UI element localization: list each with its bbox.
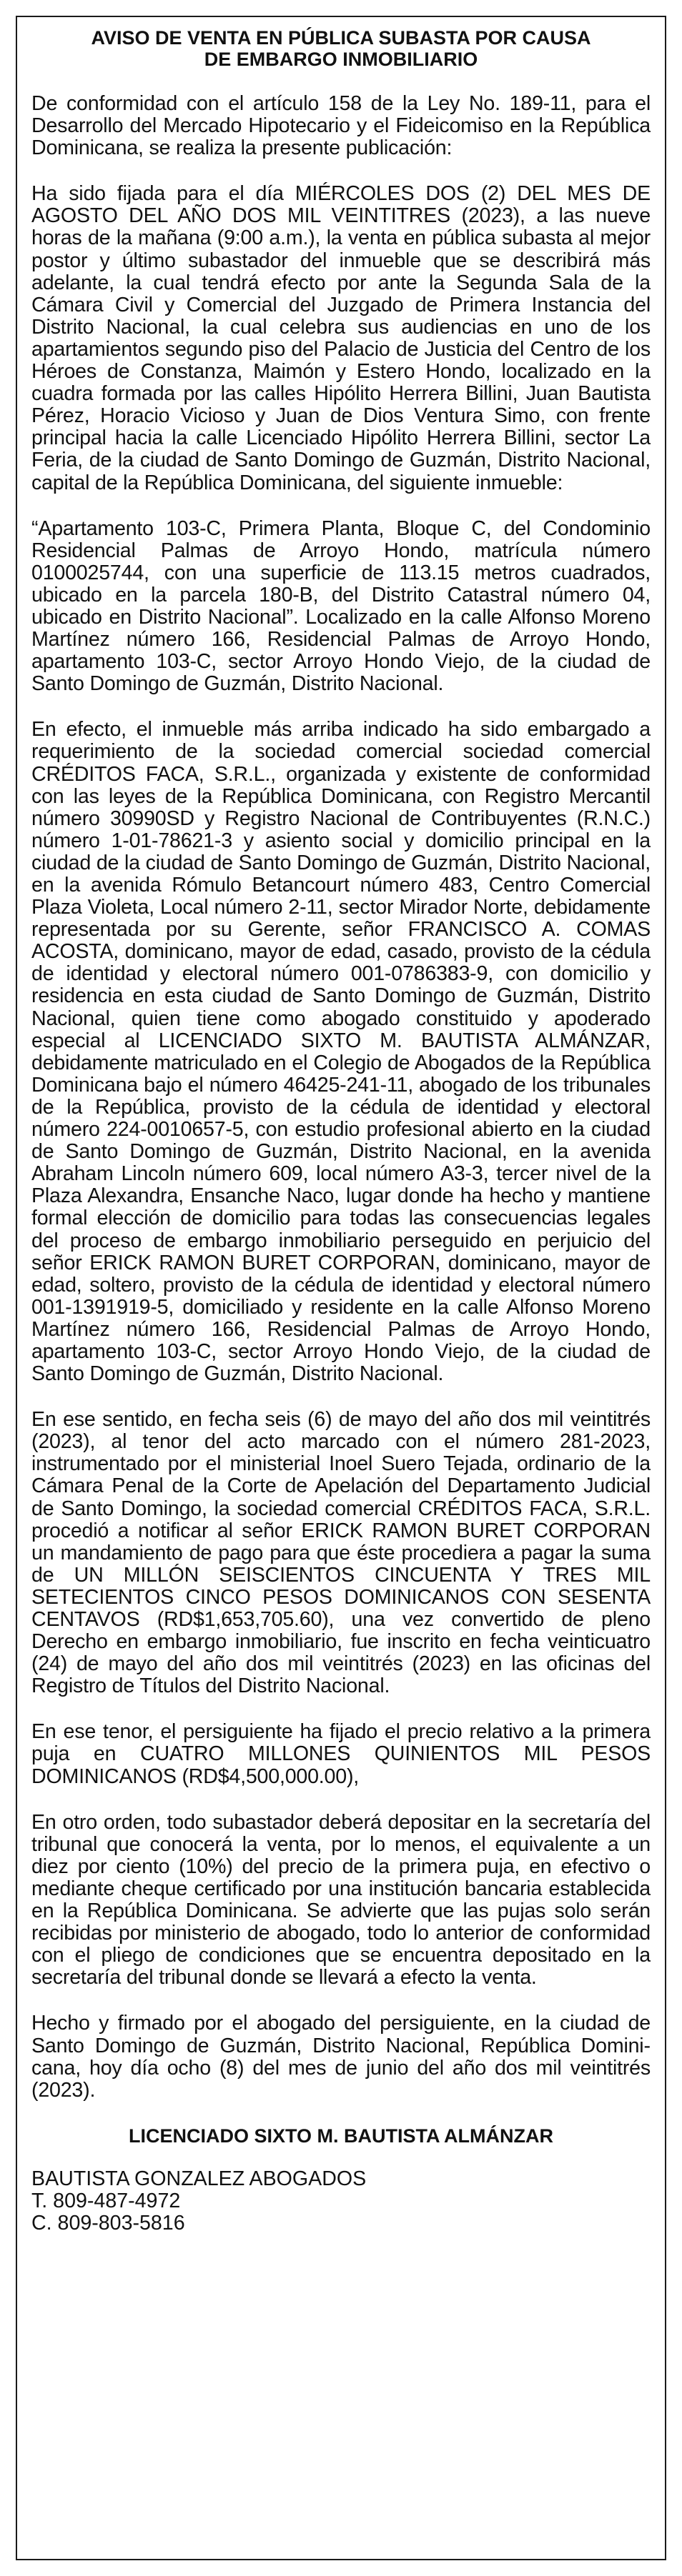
intro-paragraph: De conformidad con el artículo 158 de la Ley No. 189-11, para el Desarrollo del Mercado Hipotecario y el Fideicomiso en la República Dominicana, se realiza la presente publicación:: [31, 92, 651, 160]
payment-order-paragraph: En ese sentido, en fecha seis (6) de mayo del año dos mil veintitrés (2023), al tenor del acto marcado con el número 281-2023, instrumentado por el ministerial Inoel Suero Tejada, ordinario de la Cámara Penal de la Corte de Apelación del Departamento Judicial de Santo Domingo, la sociedad comercial CRÉDITOS FACA, S.R.L. procedió a notificar al señor ERICK RAMON BURET CORPORAN un mandamiento de pago para que éste procediera a pagar la suma de UN MILLÓN SEISCIENTOS CINCUENTA Y TRES MIL SETECIENTOS CINCO PESOS DOMINICANOS CON SESENTA CENTAVOS (RD$1,653,705.60), una vez convertido de pleno Derecho en embargo inmobiliario, fue inscrito en fecha veinticuatro (24) de mayo del año dos mil veintitrés (2023) en las oficinas del Registro de Títulos del Distrito Nacional.: [31, 1408, 651, 1698]
attorney-signature: LICENCIADO SIXTO M. BAUTISTA ALMÁNZAR: [129, 2125, 553, 2147]
first-bid-price-paragraph: En ese tenor, el persiguiente ha fijado el precio relativo a la primera puja en CUATRO MILLONES QUINIENTOS MIL PESOS DOMINICANOS (RD$4,500,000.00),: [31, 1720, 651, 1788]
seizure-parties-paragraph: En efecto, el inmueble más arriba indicado ha sido embargado a requerimiento de la sociedad comercial sociedad comercial CRÉDITOS FACA, S.R.L., organizada y existente de conformidad con las leyes de la República Dominicana, con Registro Mercantil número 30990SD y Registro Nacional de Contribuyentes (R.N.C.) número 1-01-78621-3 y asiento social y domicilio principal en la ciudad de la ciudad de Santo Domingo de Guzmán, Distrito Nacional, en la avenida Rómulo Betancourt número 483, Centro Comercial Plaza Violeta, Local número 2-11, sector Mirador Norte, debidamente representada por su Gerente, señor FRANCISCO A. COMAS ACOSTA, dominicano, mayor de edad, casado, provisto de la cédula de identidad y electoral número 001-0786383-9, con domicilio y residencia en esta ciudad de Santo Domingo de Guzmán, Distrito Nacional, quien tiene como abogado constituido y apoderado especial al LICENCIADO SIXTO M. BAUTISTA ALMÁNZAR, debidamente matriculado en el Colegio de Abogados de la República Dominicana bajo el número 46425-241-11, abogado de los tribunales de la República, provisto de la cédula de identidad y electoral número 224-0010657-5, con estudio profesional abierto en la ciudad de Santo Domingo de Guzmán, Distrito Nacional, en la avenida Abraham Lincoln número 609, local número A3-3, tercer nivel de la Plaza Alexandra, Ensanche Naco, lugar donde ha hecho y mantiene formal elección de domicilio para todas las consecuencias legales del proceso de embargo inmobiliario perseguido en perjuicio del señor ERICK RAMON BURET CORPORAN, dominicano, mayor de edad, soltero, provisto de la cédula de identidad y electoral número 001-1391919-5, domiciliado y residente en la calle Alfonso Moreno Martínez número 166, Residencial Palmas de Arroyo Hondo, apartamento 103-C, sector Arroyo Hondo Viejo, de la ciudad de Santo Domingo de Guzmán, Distrito Nacional.: [31, 718, 651, 1386]
deposit-requirements-paragraph: En otro orden, todo subastador deberá depositar en la secretaría del tribunal que conocerá la venta, por lo menos, el equivalente a un diez por ciento (10%) del precio de la primera puja, en efectivo o mediante cheque certificado por una institución bancaria establecida en la República Dominicana. Se advierte que las pujas solo serán recibidas por ministerio de abogado, todo lo anterior de conformidad con el pliego de condiciones que se encuentra depositado en la secretaría del tribunal donde se llevará a efecto la venta.: [31, 1810, 651, 1990]
telephone-number: T. 809-487-4972: [31, 2189, 181, 2212]
law-firm-name: BAUTISTA GONZALEZ ABOGADOS: [31, 2167, 367, 2190]
signed-date-paragraph: Hecho y firmado por el abogado del persiguiente, en la ciudad de Santo Domingo de Guzmán, Distrito Nacional, República Dominicana, hoy día ocho (8) del mes de junio del año dos mil veintitrés (2023).: [31, 2012, 651, 2102]
notice-title: [31, 27, 651, 70]
cell-number: C. 809-803-5816: [31, 2211, 185, 2235]
contact-block: [31, 2168, 651, 2235]
legal-notice: [16, 16, 666, 2560]
property-description-paragraph: “Apartamento 103-C, Primera Planta, Bloque C, del Condominio Residencial Palmas de Arroyo Hondo, matrícula número 0100025744, con una superficie de 113.15 metros cuadrados, ubicado en la parcela 180-B, del Distrito Catastral número 04, ubicado en Distrito Nacional”. Localizado en la calle Alfonso Moreno Martínez número 166, Residencial Palmas de Arroyo Hondo, apartamento 103-C, sector Arroyo Hondo Viejo, de la ciudad de Santo Domingo de Guzmán, Distrito Nacional.: [31, 516, 651, 696]
notice-title-line-1: AVISO DE VENTA EN PÚBLICA SUBASTA POR CAUSA: [91, 27, 591, 49]
auction-date-paragraph: Ha sido fijada para el día MIÉRCOLES DOS (2) DEL MES DE AGOSTO DEL AÑO DOS MIL VEINTITRES (2023), a las nueve horas de la mañana (9:00 a.m.), la venta en pública subasta al mejor postor y último subastador del inmueble que se describirá más adelante, la cual tendrá efecto por ante la Segunda Sala de la Cámara Civil y Comercial del Juzgado de Primera Instancia del Distrito Nacional, la cual celebra sus audiencias en uno de los apartamientos segundo piso del Palacio de Justicia del Centro de los Héroes de Constanza, Maimón y Estero Hondo, localizado en la cuadra formada por las calles Hipólito Herrera Billini, Juan Bautista Pérez, Horacio Vicioso y Juan de Dios Ventura Simo, con frente principal hacia la calle Licenciado Hipólito Herrera Billini, sector La Feria, de la ciudad de Santo Domingo de Guzmán, Distrito Nacional, capital de la República Dominicana, del siguiente inmueble:: [31, 182, 651, 494]
notice-title-line-2: DE EMBARGO INMOBILIARIO: [204, 49, 478, 70]
